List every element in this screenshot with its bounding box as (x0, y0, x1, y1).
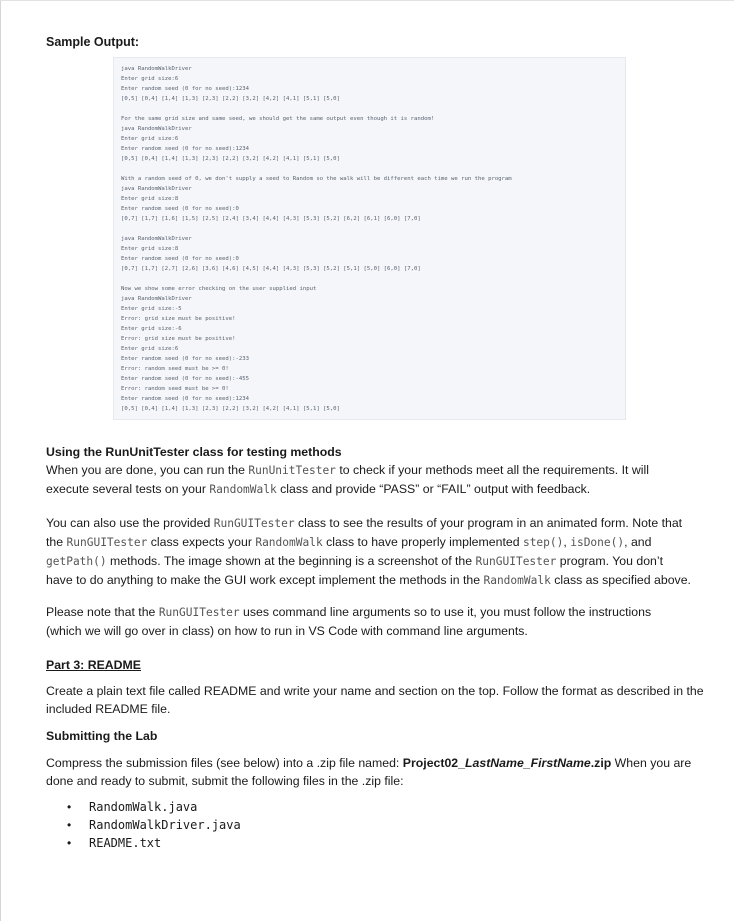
code-line: Enter random seed (0 for no seed):-233 (121, 356, 249, 362)
unit-tester-paragraph: When you are done, you can run the RunUnitTester to check if your methods meet all the requirements. It will execute several tests on your RandomWalk class and provide “PASS” or “FAIL” output with feedback. (46, 463, 649, 496)
part3-heading: Part 3: README (46, 658, 141, 672)
code-line: Now we show some error checking on the user supplied input (121, 286, 317, 292)
code-line: Error: grid size must be positive! (121, 336, 236, 342)
code-line: Enter random seed (0 for no seed):0 (121, 256, 239, 262)
code-line: Enter random seed (0 for no seed):1234 (121, 396, 249, 402)
sample-output-heading: Sample Output: (46, 35, 140, 49)
part3-paragraph: Create a plain text file called README and write your name and section on the top. Follow the format as described in the included README file. (46, 684, 704, 716)
page-border-left (0, 0, 1, 921)
code-line: With a random seed of 0, we don't supply a seed to Random so the walk will be different each time we run the program (121, 176, 512, 182)
code-line: Enter random seed (0 for no seed):1234 (121, 86, 249, 92)
code-line: [0,5] [0,4] [1,4] [1,3] [2,3] [2,2] [3,2] [4,2] [4,1] [5,1] [5,0] (121, 156, 340, 162)
code-line: Error: grid size must be positive! (121, 316, 236, 322)
code-line: java RandomWalkDriver (121, 296, 192, 302)
submission-file-list (66, 798, 241, 852)
submitting-paragraph: Compress the submission files (see below) into a .zip file named: Project02_LastName_FirstName.zip When you are done and ready to submit, submit the following files in the .zip file: (46, 756, 692, 788)
code-line: java RandomWalkDriver (121, 126, 192, 132)
code-line: [0,5] [0,4] [1,4] [1,3] [2,3] [2,2] [3,2] [4,2] [4,1] [5,1] [5,0] (121, 96, 340, 102)
code-line: Error: random seed must be >= 0! (121, 386, 229, 392)
list-item: • RandomWalkDriver.java (67, 818, 241, 832)
bullet-icon: • (67, 818, 72, 832)
page-border-top (0, 0, 734, 1)
code-line: java RandomWalkDriver (121, 236, 192, 242)
code-line: [0,7] [1,7] [1,6] [1,5] [2,5] [2,4] [3,4] [4,4] [4,3] [5,3] [5,2] [6,2] [6,1] [6,0] [7,0] (121, 216, 421, 222)
command-line-args-paragraph: Please note that the RunGUITester uses command line arguments so to use it, you must follow the instructions (which we will go over in class) on how to run in VS Code with command line arguments. (46, 605, 652, 638)
list-item: • README.txt (67, 836, 162, 850)
unit-tester-heading: Using the RunUnitTester class for testing methods (46, 445, 342, 459)
code-line: Enter random seed (0 for no seed):1234 (121, 146, 249, 152)
code-line: [0,5] [0,4] [1,4] [1,3] [2,3] [2,2] [3,2] [4,2] [4,1] [5,1] [5,0] (121, 406, 340, 412)
code-line: Enter grid size:6 (121, 76, 179, 82)
code-line: Enter grid size:6 (121, 136, 179, 142)
code-line: Enter grid size:6 (121, 346, 179, 352)
code-line: For the same grid size and same seed, we should get the same output even though it is random! (121, 116, 435, 122)
code-line: [0,7] [1,7] [2,7] [2,6] [3,6] [4,6] [4,5] [4,4] [4,3] [5,3] [5,2] [5,1] [5,0] [6,0] [7,0] (121, 266, 421, 272)
bullet-icon: • (67, 800, 72, 814)
sample-output-code-block (113, 57, 626, 420)
code-line: Enter grid size:-5 (121, 306, 182, 312)
bullet-icon: • (67, 836, 72, 850)
code-line: Enter random seed (0 for no seed):0 (121, 206, 239, 212)
code-line: Enter random seed (0 for no seed):-455 (121, 376, 249, 382)
code-line: Error: random seed must be >= 0! (121, 366, 229, 372)
code-line: java RandomWalkDriver (121, 66, 192, 72)
submitting-heading: Submitting the Lab (46, 729, 158, 743)
code-line: Enter grid size:8 (121, 196, 179, 202)
code-line: Enter grid size:-6 (121, 326, 182, 332)
code-line: Enter grid size:8 (121, 246, 179, 252)
list-item: • RandomWalk.java (67, 800, 198, 814)
code-line: java RandomWalkDriver (121, 186, 192, 192)
gui-tester-paragraph: You can also use the provided RunGUITester class to see the results of your program in an animated form. Note that the RunGUITester class expects your RandomWalk class to have properly implemented step(), isDone(), and getPath() methods. The image shown at the beginning is a screenshot of the RunGUITester program. You don’t have to do anything to make the GUI work except implement the methods in the RandomWalk class as specified above. (46, 516, 691, 587)
